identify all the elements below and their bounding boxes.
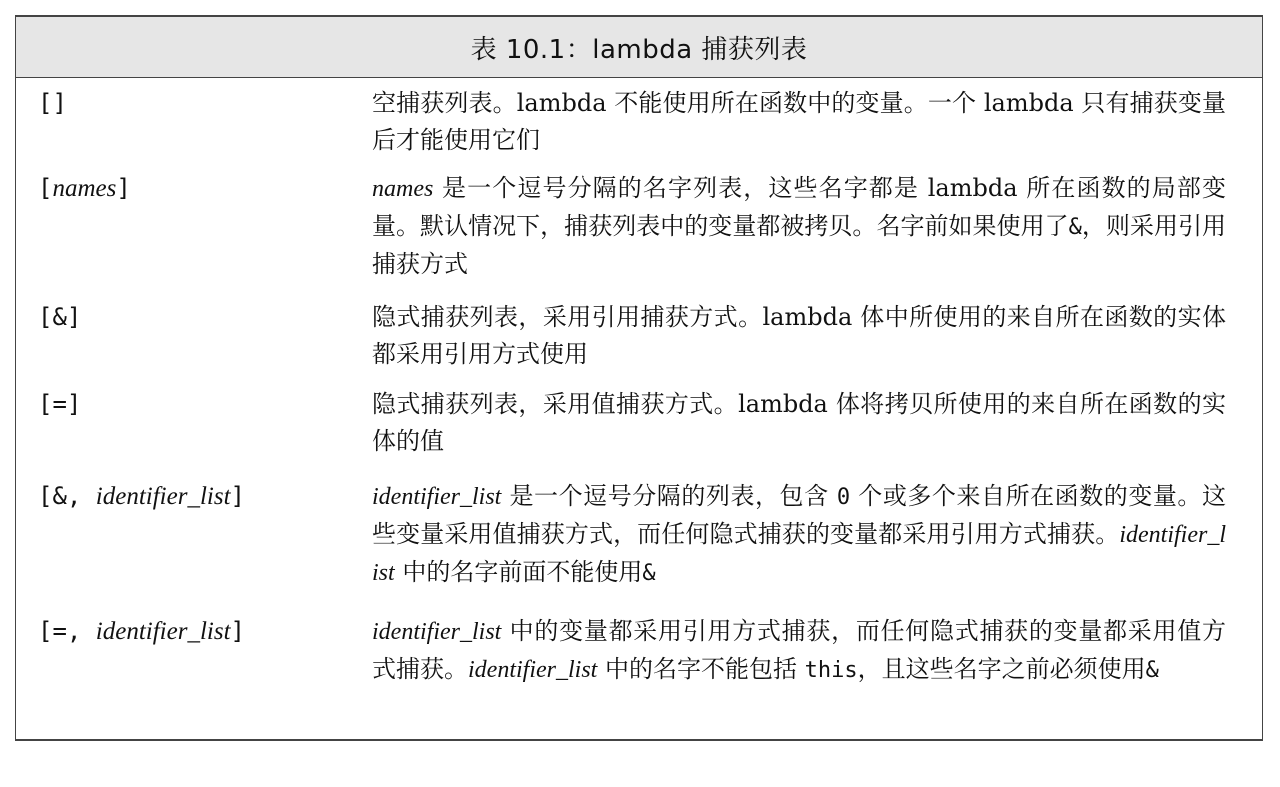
description-text: 空捕获列表。lambda 不能使用所在函数中的变量。一个 lambda 只有捕获变量后才能使用它们	[372, 89, 1226, 154]
capture-syntax-suffix: ]	[230, 617, 245, 645]
capture-syntax-suffix: ]	[116, 174, 131, 202]
capture-description	[372, 613, 1242, 689]
table-title-text: 表 10.1：lambda 捕获列表	[470, 34, 808, 65]
description-text: ，则采用引用捕获方式	[372, 212, 1227, 278]
description-text: ，且这些名字之前必须使用	[857, 655, 1146, 683]
param-name: identifier_list	[372, 619, 502, 645]
capture-syntax	[16, 478, 372, 515]
capture-syntax-param: names	[52, 175, 117, 202]
capture-syntax-prefix: []	[38, 89, 67, 117]
description-text: 个或多个来自所在函数的变量。这些变量采用值捕获方式，而任何隐式捕获的变量都采用引用方式捕获。	[372, 482, 1226, 548]
table-row	[16, 606, 1262, 739]
capture-description	[372, 478, 1242, 592]
capture-syntax	[16, 613, 372, 650]
capture-description	[372, 299, 1242, 373]
capture-syntax-prefix: [=,	[38, 617, 96, 645]
param-name: names	[372, 176, 434, 202]
table-body	[16, 78, 1262, 739]
capture-syntax-param: identifier_list	[95, 618, 231, 645]
capture-syntax-prefix: [&,	[38, 482, 96, 510]
capture-description	[372, 170, 1242, 283]
code-token: &	[1068, 215, 1082, 240]
param-name: identifier_list	[372, 484, 502, 510]
description-text: 中的变量都采用引用方式捕获，而任何隐式捕获的变量都采用值方式捕获。	[372, 617, 1226, 683]
capture-syntax-prefix: [=]	[38, 390, 82, 418]
param-name: identifier_list	[372, 522, 1226, 586]
capture-syntax-prefix: [	[38, 174, 53, 202]
description-text: 是一个逗号分隔的名字列表，这些名字都是 lambda 所在函数的局部变量。默认情况下，捕获列表中的变量都被拷贝。名字前如果使用了	[372, 174, 1226, 240]
code-token: &	[642, 561, 656, 586]
description-text: 中的名字前面不能使用	[394, 558, 643, 586]
description-text: 是一个逗号分隔的列表，包含	[501, 482, 837, 510]
code-token: this	[804, 658, 858, 683]
capture-syntax-suffix: ]	[230, 482, 245, 510]
capture-syntax-prefix: [&]	[38, 303, 82, 331]
capture-syntax	[16, 386, 372, 423]
capture-description	[372, 85, 1242, 159]
table-row	[16, 379, 1262, 471]
capture-syntax	[16, 85, 372, 122]
description-text: 隐式捕获列表，采用值捕获方式。lambda 体将拷贝所使用的来自所在函数的实体的值	[372, 390, 1226, 455]
param-name: identifier_list	[468, 657, 598, 683]
capture-syntax	[16, 299, 372, 336]
description-text: 中的名字不能包括	[597, 655, 805, 683]
code-token: &	[1145, 658, 1159, 683]
capture-syntax-param: identifier_list	[95, 483, 231, 510]
table-row	[16, 471, 1262, 606]
table-row	[16, 78, 1262, 163]
lambda-capture-table	[15, 15, 1263, 741]
capture-description	[372, 386, 1242, 460]
description-text: 隐式捕获列表，采用引用捕获方式。lambda 体中所使用的来自所在函数的实体都采用引用方式使用	[372, 303, 1226, 368]
code-token: 0	[836, 485, 851, 510]
table-row	[16, 163, 1262, 292]
table-title	[16, 17, 1262, 78]
table-row	[16, 292, 1262, 379]
capture-syntax	[16, 170, 372, 207]
